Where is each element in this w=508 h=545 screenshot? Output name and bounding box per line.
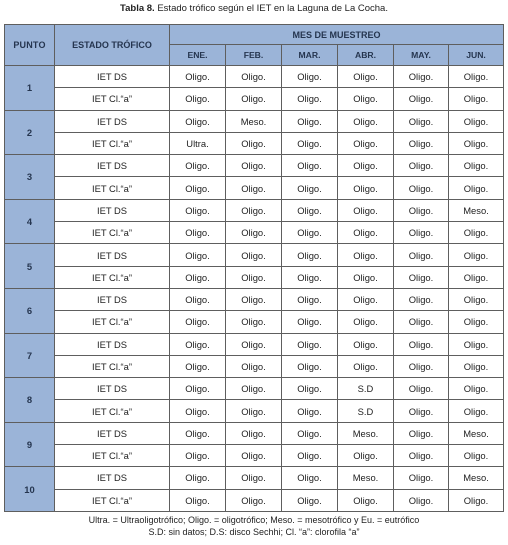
punto-cell: 1: [5, 66, 55, 111]
value-cell: Oligo.: [226, 266, 282, 288]
value-cell: Oligo.: [449, 311, 504, 333]
value-cell: S.D: [338, 378, 394, 400]
value-cell: Oligo.: [394, 378, 449, 400]
estado-param-cell: IET Cl.“a”: [55, 88, 170, 110]
value-cell: Oligo.: [338, 177, 394, 199]
value-cell: Oligo.: [226, 422, 282, 444]
header-mes-de-muestreo: MES DE MUESTREO: [170, 25, 504, 45]
value-cell: Oligo.: [449, 400, 504, 422]
value-cell: Oligo.: [282, 266, 338, 288]
value-cell: Oligo.: [394, 66, 449, 88]
value-cell: Oligo.: [226, 244, 282, 266]
value-cell: Oligo.: [282, 378, 338, 400]
value-cell: Oligo.: [226, 355, 282, 377]
value-cell: Oligo.: [226, 445, 282, 467]
value-cell: Oligo.: [282, 288, 338, 310]
value-cell: Oligo.: [338, 355, 394, 377]
value-cell: Oligo.: [394, 244, 449, 266]
table-row: [5, 311, 504, 333]
estado-param-cell: IET Cl.“a”: [55, 400, 170, 422]
value-cell: Oligo.: [449, 66, 504, 88]
value-cell: Oligo.: [226, 66, 282, 88]
value-cell: Oligo.: [394, 199, 449, 221]
estado-param-cell: IET Cl.“a”: [55, 311, 170, 333]
value-cell: S.D: [338, 400, 394, 422]
value-cell: Oligo.: [282, 311, 338, 333]
table-row: [5, 378, 504, 400]
header-month: MAR.: [282, 45, 338, 66]
value-cell: Oligo.: [226, 311, 282, 333]
caption-label: Tabla 8.: [120, 3, 155, 14]
estado-param-cell: IET Cl.“a”: [55, 222, 170, 244]
value-cell: Oligo.: [170, 378, 226, 400]
value-cell: Oligo.: [282, 88, 338, 110]
value-cell: Oligo.: [226, 333, 282, 355]
punto-cell: 4: [5, 199, 55, 244]
value-cell: Oligo.: [338, 333, 394, 355]
value-cell: Oligo.: [449, 266, 504, 288]
value-cell: Meso.: [338, 422, 394, 444]
value-cell: Oligo.: [226, 288, 282, 310]
value-cell: Oligo.: [394, 422, 449, 444]
footnote-line-2: S.D: sin datos; D.S: disco Sechhi; Cl. “a”: clorofila “a”: [148, 527, 360, 537]
value-cell: Oligo.: [226, 222, 282, 244]
estado-param-cell: IET Cl.“a”: [55, 266, 170, 288]
value-cell: Oligo.: [338, 66, 394, 88]
value-cell: Oligo.: [394, 132, 449, 154]
value-cell: Oligo.: [338, 489, 394, 511]
value-cell: Oligo.: [338, 222, 394, 244]
value-cell: Meso.: [226, 110, 282, 132]
table-row: [5, 400, 504, 422]
value-cell: Meso.: [449, 422, 504, 444]
value-cell: Oligo.: [170, 244, 226, 266]
value-cell: Oligo.: [449, 177, 504, 199]
table-row: [5, 489, 504, 511]
value-cell: Oligo.: [338, 155, 394, 177]
table-row: [5, 222, 504, 244]
value-cell: Oligo.: [282, 333, 338, 355]
value-cell: Oligo.: [226, 199, 282, 221]
value-cell: Oligo.: [338, 445, 394, 467]
value-cell: Oligo.: [282, 66, 338, 88]
punto-cell: 8: [5, 378, 55, 423]
estado-param-cell: IET DS: [55, 422, 170, 444]
value-cell: Oligo.: [394, 88, 449, 110]
value-cell: Meso.: [449, 467, 504, 489]
estado-param-cell: IET DS: [55, 199, 170, 221]
value-cell: Oligo.: [394, 288, 449, 310]
value-cell: Oligo.: [282, 445, 338, 467]
value-cell: Oligo.: [338, 199, 394, 221]
table-row: [5, 110, 504, 132]
punto-cell: 5: [5, 244, 55, 289]
value-cell: Oligo.: [170, 88, 226, 110]
table-row: [5, 177, 504, 199]
value-cell: Oligo.: [282, 355, 338, 377]
estado-param-cell: IET DS: [55, 288, 170, 310]
punto-cell: 6: [5, 288, 55, 333]
value-cell: Oligo.: [170, 66, 226, 88]
estado-param-cell: IET DS: [55, 378, 170, 400]
value-cell: Oligo.: [449, 222, 504, 244]
estado-param-cell: IET Cl.“a”: [55, 489, 170, 511]
table-row: [5, 333, 504, 355]
value-cell: Oligo.: [449, 155, 504, 177]
value-cell: Oligo.: [226, 489, 282, 511]
value-cell: Oligo.: [338, 266, 394, 288]
value-cell: Oligo.: [394, 489, 449, 511]
header-month: ENE.: [170, 45, 226, 66]
value-cell: Oligo.: [394, 266, 449, 288]
estado-param-cell: IET DS: [55, 155, 170, 177]
punto-cell: 7: [5, 333, 55, 378]
value-cell: Oligo.: [282, 467, 338, 489]
value-cell: Oligo.: [282, 222, 338, 244]
value-cell: Oligo.: [170, 199, 226, 221]
value-cell: Oligo.: [226, 88, 282, 110]
estado-param-cell: IET DS: [55, 333, 170, 355]
value-cell: Oligo.: [394, 400, 449, 422]
header-punto: PUNTO: [5, 25, 55, 66]
table-row: [5, 355, 504, 377]
value-cell: Oligo.: [282, 244, 338, 266]
value-cell: Oligo.: [394, 333, 449, 355]
table-row: [5, 244, 504, 266]
value-cell: Oligo.: [170, 266, 226, 288]
punto-cell: 2: [5, 110, 55, 155]
table-footnote: [0, 514, 508, 538]
footnote-line-1: Ultra. = Ultraoligotrófico; Oligo. = oligotrófico; Meso. = mesotrófico y Eu. = eutrófico: [88, 515, 420, 525]
value-cell: Oligo.: [394, 177, 449, 199]
value-cell: Oligo.: [449, 333, 504, 355]
value-cell: Oligo.: [449, 288, 504, 310]
value-cell: Oligo.: [226, 467, 282, 489]
value-cell: Oligo.: [449, 110, 504, 132]
punto-cell: 3: [5, 155, 55, 200]
estado-param-cell: IET Cl.“a”: [55, 132, 170, 154]
value-cell: Oligo.: [338, 244, 394, 266]
value-cell: Oligo.: [449, 132, 504, 154]
punto-cell: 9: [5, 422, 55, 467]
table-row: [5, 132, 504, 154]
table-caption: [0, 2, 508, 16]
value-cell: Oligo.: [449, 378, 504, 400]
table-row: [5, 467, 504, 489]
value-cell: Oligo.: [170, 222, 226, 244]
value-cell: Oligo.: [170, 110, 226, 132]
value-cell: Oligo.: [449, 489, 504, 511]
value-cell: Oligo.: [394, 445, 449, 467]
estado-param-cell: IET DS: [55, 467, 170, 489]
value-cell: Oligo.: [226, 400, 282, 422]
caption-text: Estado trófico según el IET en la Laguna de La Cocha.: [157, 3, 388, 14]
value-cell: Oligo.: [282, 110, 338, 132]
value-cell: Oligo.: [449, 88, 504, 110]
value-cell: Oligo.: [282, 489, 338, 511]
value-cell: Oligo.: [449, 355, 504, 377]
value-cell: Oligo.: [170, 355, 226, 377]
estado-param-cell: IET Cl.“a”: [55, 445, 170, 467]
value-cell: Oligo.: [226, 132, 282, 154]
estado-param-cell: IET Cl.“a”: [55, 177, 170, 199]
estado-param-cell: IET Cl.“a”: [55, 355, 170, 377]
value-cell: Oligo.: [170, 489, 226, 511]
value-cell: Oligo.: [282, 155, 338, 177]
value-cell: Oligo.: [338, 132, 394, 154]
value-cell: Oligo.: [226, 177, 282, 199]
trophic-state-table: [4, 24, 504, 512]
value-cell: Oligo.: [338, 288, 394, 310]
value-cell: Oligo.: [170, 311, 226, 333]
value-cell: Oligo.: [282, 132, 338, 154]
table-row: [5, 266, 504, 288]
header-month: FEB.: [226, 45, 282, 66]
value-cell: Oligo.: [226, 155, 282, 177]
header-month: MAY.: [394, 45, 449, 66]
header-estado-trofico: ESTADO TRÓFICO: [55, 25, 170, 66]
value-cell: Oligo.: [170, 400, 226, 422]
header-month: JUN.: [449, 45, 504, 66]
value-cell: Oligo.: [449, 244, 504, 266]
value-cell: Oligo.: [170, 467, 226, 489]
value-cell: Oligo.: [394, 467, 449, 489]
table-header: [5, 25, 504, 66]
table-row: [5, 288, 504, 310]
value-cell: Oligo.: [394, 355, 449, 377]
table-row: [5, 88, 504, 110]
value-cell: Oligo.: [394, 222, 449, 244]
value-cell: Oligo.: [282, 422, 338, 444]
table-row: [5, 66, 504, 88]
table-body: [5, 66, 504, 512]
value-cell: Oligo.: [449, 445, 504, 467]
punto-cell: 10: [5, 467, 55, 512]
value-cell: Oligo.: [282, 400, 338, 422]
table-row: [5, 422, 504, 444]
value-cell: Oligo.: [338, 110, 394, 132]
value-cell: Oligo.: [170, 288, 226, 310]
value-cell: Oligo.: [282, 199, 338, 221]
value-cell: Oligo.: [338, 88, 394, 110]
value-cell: Oligo.: [338, 311, 394, 333]
table-row: [5, 155, 504, 177]
estado-param-cell: IET DS: [55, 244, 170, 266]
value-cell: Meso.: [338, 467, 394, 489]
estado-param-cell: IET DS: [55, 66, 170, 88]
table-row: [5, 199, 504, 221]
value-cell: Meso.: [449, 199, 504, 221]
value-cell: Oligo.: [170, 422, 226, 444]
value-cell: Oligo.: [170, 333, 226, 355]
value-cell: Oligo.: [394, 155, 449, 177]
value-cell: Oligo.: [170, 155, 226, 177]
value-cell: Oligo.: [394, 110, 449, 132]
value-cell: Oligo.: [394, 311, 449, 333]
value-cell: Ultra.: [170, 132, 226, 154]
value-cell: Oligo.: [170, 177, 226, 199]
value-cell: Oligo.: [282, 177, 338, 199]
header-month: ABR.: [338, 45, 394, 66]
estado-param-cell: IET DS: [55, 110, 170, 132]
table-row: [5, 445, 504, 467]
value-cell: Oligo.: [226, 378, 282, 400]
value-cell: Oligo.: [170, 445, 226, 467]
